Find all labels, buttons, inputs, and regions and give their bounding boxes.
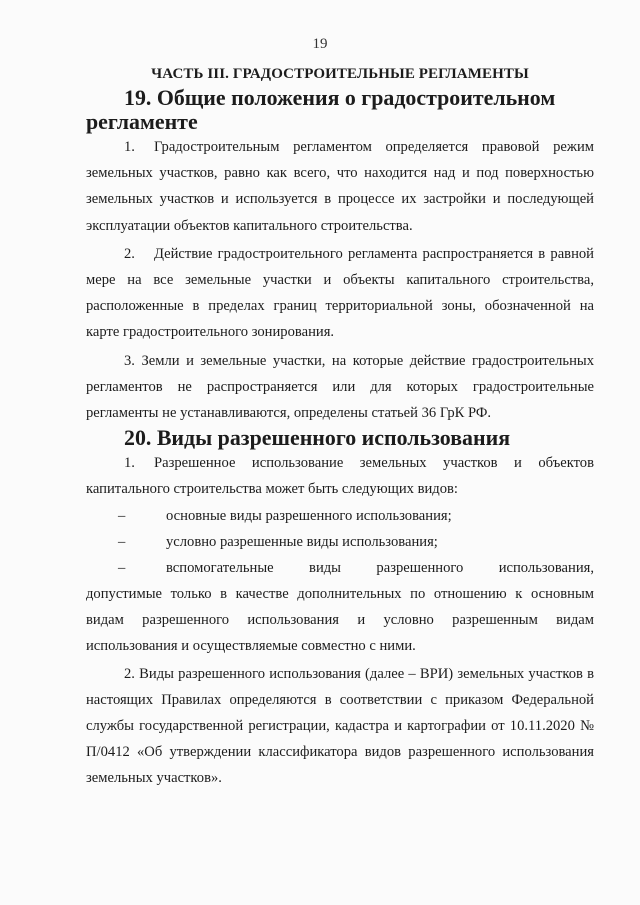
paragraph-number: 1.	[124, 139, 135, 155]
list-dash: –	[118, 507, 126, 524]
list-dash: –	[118, 533, 126, 550]
list-item-text: вспомогательные виды разрешенного использования,	[166, 559, 594, 576]
paragraph-number: 2.	[124, 245, 135, 262]
paragraph-text: Действие градостроительного регламента распространяется в равной мере на все земельные участки и объекты капитального строительства, расположенные в пределах границ территориальной зоны, обозначенной на карте градостроительного зонирования.	[86, 245, 594, 341]
paragraph-text: Разрешенное использование земельных участков и объектов капитального строительства может быть следующих видов:	[86, 455, 594, 498]
section-20-title: 20. Виды разрешенного использования	[124, 425, 511, 451]
section-20-paragraph-2: 2. Виды разрешенного использования (далее – ВРИ) земельных участков в настоящих Правилах определяются в соответствии с приказом Федеральной службы государственной регистрации, кадастра и картографии от 10.11.2020 № П/0412 «Об утверждении классификатора видов разрешенного использования земельных участков».	[86, 665, 594, 787]
list-dash: –	[118, 559, 126, 576]
list-item-text: условно разрешенные виды использования;	[166, 533, 438, 550]
list-item	[86, 503, 594, 529]
section-19-paragraph-3: 3. Земли и земельные участки, на которые действие градостроительных регламентов не распространяется или для которых градостроительные регламенты не устанавливаются, определены статьей 36 ГрК РФ.	[86, 352, 594, 422]
section-19-title: 19. Общие положения о градостроительном регламенте	[86, 85, 556, 134]
section-19-paragraph-2	[86, 241, 594, 346]
page-number: 19	[312, 36, 328, 52]
part-title: ЧАСТЬ III. ГРАДОСТРОИТЕЛЬНЫЕ РЕГЛАМЕНТЫ	[151, 66, 529, 82]
section-19-paragraph-1	[86, 134, 594, 239]
paragraph-number: 1.	[124, 455, 135, 472]
section-20-paragraph-1	[86, 450, 594, 502]
paragraph-text: Градостроительным регламентом определяется правовой режим земельных участков, равно как всего, что находится над и под поверхностью земельных участков и используется в процессе их застройки и последующей эксплуатации объектов капитального строительства.	[86, 139, 594, 234]
list-item	[86, 555, 594, 659]
list-item	[86, 529, 594, 555]
document-body	[86, 62, 594, 792]
list-item-continuation: допустимые только в качестве дополнительных по отношению к основным видам разрешенного использования и условно разрешенным видам использования и осуществляемые совместно с ними.	[86, 585, 594, 654]
list-item-text: основные виды разрешенного использования;	[166, 507, 452, 524]
